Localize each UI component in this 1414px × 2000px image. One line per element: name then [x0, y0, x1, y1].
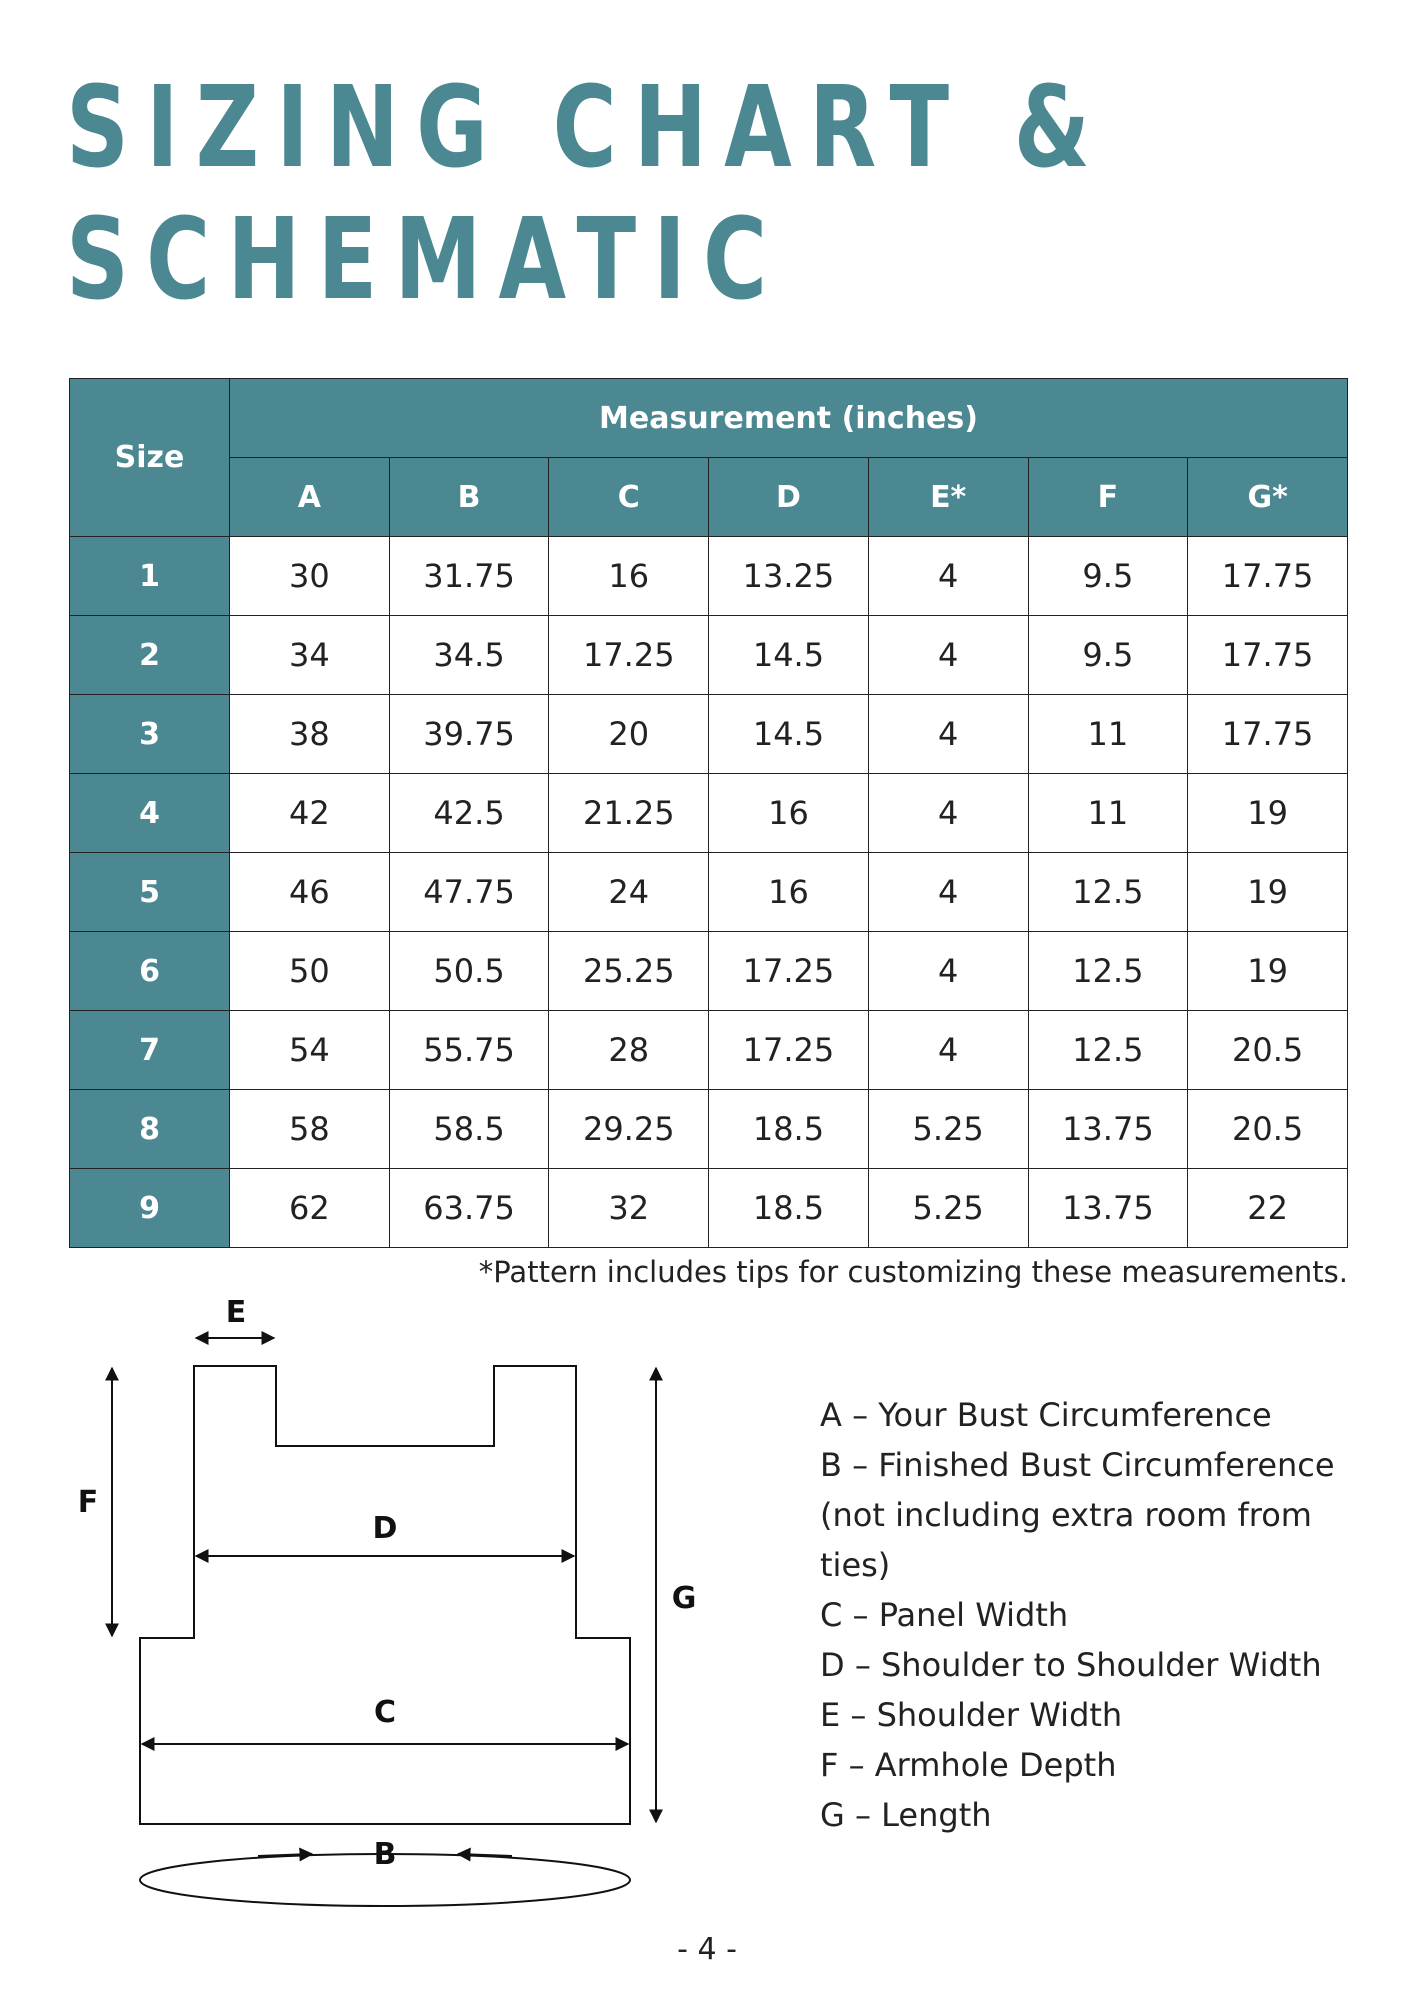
d-dimension-label: D	[372, 1511, 398, 1546]
measurement-legend	[820, 1390, 1340, 1840]
measurement-cell: 11	[1028, 774, 1188, 853]
measurement-cell: 62	[230, 1169, 390, 1248]
measurement-cell: 24	[549, 853, 709, 932]
measurement-cell: 17.25	[709, 1011, 869, 1090]
b-dimension-label: B	[373, 1837, 397, 1872]
measurement-cell: 30	[230, 537, 390, 616]
measurement-cell: 19	[1188, 932, 1348, 1011]
measurement-cell: 17.75	[1188, 537, 1348, 616]
measurement-cell: 25.25	[549, 932, 709, 1011]
measurement-cell: 16	[549, 537, 709, 616]
measurement-cell: 12.5	[1028, 853, 1188, 932]
legend-line: (not including extra room from	[820, 1496, 1312, 1534]
measurement-group-header: Measurement (inches)	[230, 379, 1348, 458]
measurement-cell: 42	[230, 774, 390, 853]
title-line-2: SCHEMATIC	[66, 195, 785, 325]
measurement-cell: 34.5	[389, 616, 549, 695]
measurement-cell: 19	[1188, 853, 1348, 932]
legend-line: F – Armhole Depth	[820, 1746, 1117, 1784]
garment-outline	[140, 1366, 630, 1824]
measurement-cell: 16	[709, 774, 869, 853]
measurement-cell: 4	[868, 932, 1028, 1011]
measurement-cell: 39.75	[389, 695, 549, 774]
measurement-cell: 38	[230, 695, 390, 774]
column-header: B	[389, 458, 549, 537]
measurement-cell: 31.75	[389, 537, 549, 616]
measurement-cell: 14.5	[709, 616, 869, 695]
measurement-cell: 16	[709, 853, 869, 932]
column-header: G*	[1188, 458, 1348, 537]
measurement-cell: 55.75	[389, 1011, 549, 1090]
measurement-cell: 19	[1188, 774, 1348, 853]
legend-line: E – Shoulder Width	[820, 1696, 1123, 1734]
size-cell: 1	[70, 537, 230, 616]
measurement-cell: 17.75	[1188, 695, 1348, 774]
measurement-cell: 5.25	[868, 1169, 1028, 1248]
measurement-cell: 4	[868, 1011, 1028, 1090]
measurement-cell: 13.25	[709, 537, 869, 616]
measurement-cell: 34	[230, 616, 390, 695]
legend-line: D – Shoulder to Shoulder Width	[820, 1646, 1322, 1684]
measurement-cell: 17.75	[1188, 616, 1348, 695]
measurement-cell: 22	[1188, 1169, 1348, 1248]
measurement-cell: 4	[868, 616, 1028, 695]
title-line-1: SIZING CHART &	[66, 63, 1108, 193]
page-number: - 4 -	[677, 1932, 737, 1967]
size-cell: 9	[70, 1169, 230, 1248]
measurement-cell: 54	[230, 1011, 390, 1090]
measurement-cell: 9.5	[1028, 616, 1188, 695]
legend-line: C – Panel Width	[820, 1596, 1069, 1634]
measurement-cell: 58.5	[389, 1090, 549, 1169]
legend-line: ties)	[820, 1546, 891, 1584]
g-dimension-label: G	[671, 1581, 697, 1616]
measurement-cell: 11	[1028, 695, 1188, 774]
column-header: A	[230, 458, 390, 537]
measurement-cell: 4	[868, 853, 1028, 932]
measurement-cell: 12.5	[1028, 1011, 1188, 1090]
column-header: D	[709, 458, 869, 537]
f-dimension-label: F	[77, 1485, 99, 1520]
measurement-cell: 46	[230, 853, 390, 932]
measurement-cell: 20	[549, 695, 709, 774]
measurement-cell: 12.5	[1028, 932, 1188, 1011]
measurement-cell: 17.25	[549, 616, 709, 695]
size-column-header: Size	[70, 379, 230, 537]
measurement-cell: 20.5	[1188, 1011, 1348, 1090]
measurement-cell: 29.25	[549, 1090, 709, 1169]
size-cell: 6	[70, 932, 230, 1011]
legend-line: A – Your Bust Circumference	[820, 1396, 1272, 1434]
size-cell: 5	[70, 853, 230, 932]
measurement-cell: 4	[868, 695, 1028, 774]
measurement-cell: 14.5	[709, 695, 869, 774]
size-cell: 4	[70, 774, 230, 853]
size-cell: 2	[70, 616, 230, 695]
size-cell: 3	[70, 695, 230, 774]
size-cell: 8	[70, 1090, 230, 1169]
measurement-cell: 32	[549, 1169, 709, 1248]
measurement-cell: 17.25	[709, 932, 869, 1011]
c-dimension-label: C	[373, 1695, 397, 1730]
measurement-cell: 18.5	[709, 1090, 869, 1169]
measurement-cell: 18.5	[709, 1169, 869, 1248]
measurement-cell: 50.5	[389, 932, 549, 1011]
legend-line: B – Finished Bust Circumference	[820, 1446, 1335, 1484]
measurement-cell: 13.75	[1028, 1169, 1188, 1248]
size-cell: 7	[70, 1011, 230, 1090]
measurement-cell: 28	[549, 1011, 709, 1090]
measurement-cell: 13.75	[1028, 1090, 1188, 1169]
measurement-cell: 58	[230, 1090, 390, 1169]
measurement-cell: 9.5	[1028, 537, 1188, 616]
column-header: E*	[868, 458, 1028, 537]
measurement-cell: 47.75	[389, 853, 549, 932]
column-header: C	[549, 458, 709, 537]
measurement-cell: 4	[868, 537, 1028, 616]
footnote: *Pattern includes tips for customizing these measurements.	[478, 1255, 1348, 1289]
e-dimension-label: E	[225, 1295, 247, 1330]
measurement-cell: 4	[868, 774, 1028, 853]
measurement-cell: 20.5	[1188, 1090, 1348, 1169]
measurement-cell: 63.75	[389, 1169, 549, 1248]
measurement-cell: 42.5	[389, 774, 549, 853]
measurement-cell: 50	[230, 932, 390, 1011]
legend-line: G – Length	[820, 1796, 992, 1834]
measurement-cell: 21.25	[549, 774, 709, 853]
measurement-cell: 5.25	[868, 1090, 1028, 1169]
column-header: F	[1028, 458, 1188, 537]
